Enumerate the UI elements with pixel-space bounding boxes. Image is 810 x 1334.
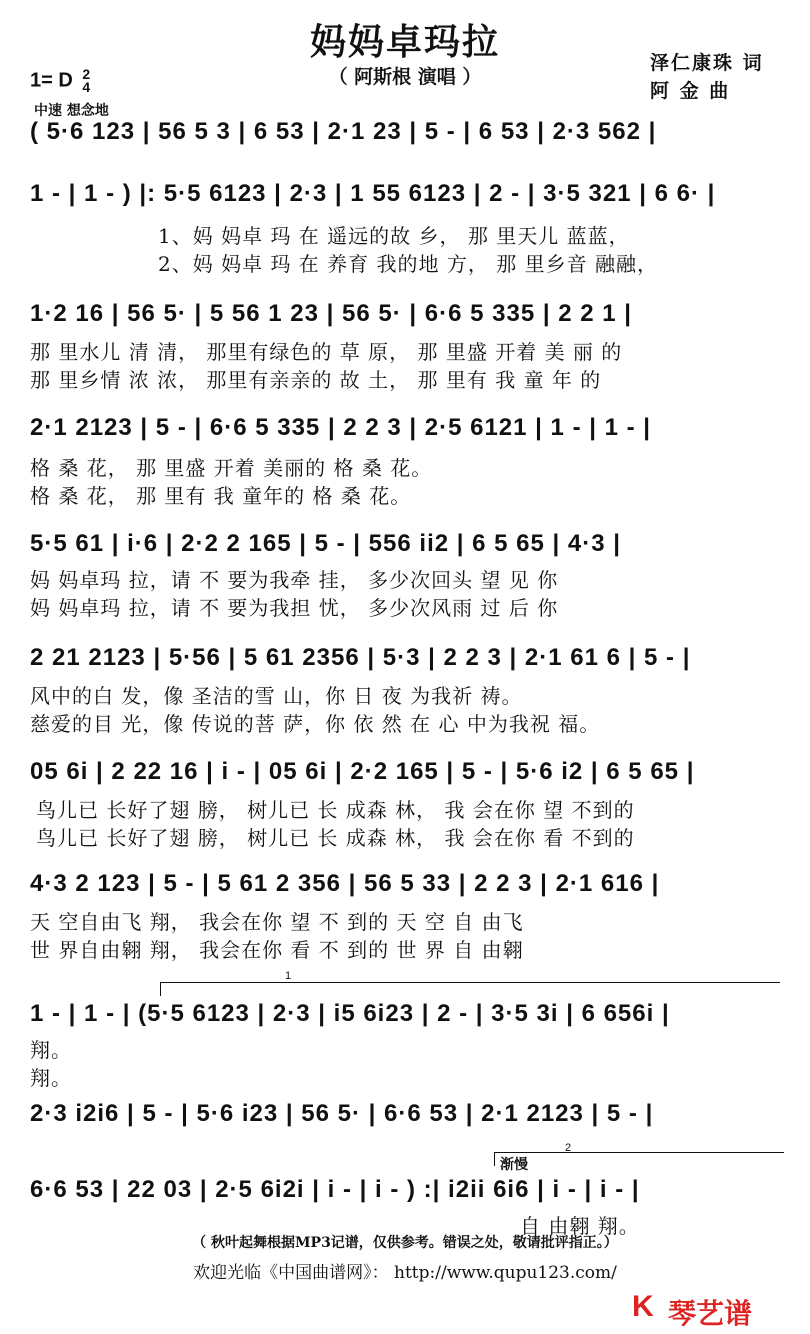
lyric-line-3-verse-2: 那 里乡情 浓 浓， 那里有亲亲的 故 土， 那 里有 我 童 年 的 [30,368,602,392]
page-title: 妈妈卓玛拉 [309,21,500,63]
site-credit: 欢迎光临《中国曲谱网》： http://www.qupu123.com/ [193,1263,617,1283]
notation-line-3: 1·2 16 | 56 5· | 5 56 1 23 | 56 5· | 6·6 5 335 | 2 2 1 | [30,300,632,327]
notation-line-10: 2·3 i2i6 | 5 - | 5·6 i23 | 56 5· | 6·6 53 | 2·1 2123 | 5 - | [30,1100,654,1127]
time-signature [82,68,90,94]
performer-subtitle: （ 阿斯根 演唱 ） [328,66,482,88]
lyric-line-8-verse-1: 天 空自由飞 翔， 我会在你 望 不 到的 天 空 自 由飞 [30,910,524,934]
composer-credit: 阿 金 曲 [650,80,731,102]
logo-icon: K [632,1290,654,1323]
lyric-line-9-verse-2: 翔。 [30,1066,72,1090]
notation-line-11: 6·6 53 | 22 03 | 2·5 6i2i | i - | i - ) :| i2ii 6i6 | i - | i - | [30,1176,640,1203]
notation-line-7: 05 6i | 2 22 16 | i - | 05 6i | 2·2 165 | 5 - | 5·6 i2 | 6 5 65 | [30,758,695,785]
lyric-line-3-verse-1: 那 里水儿 清 清， 那里有绿色的 草 原， 那 里盛 开着 美 丽 的 [30,340,623,364]
lyric-line-9-verse-1: 翔。 [30,1038,72,1062]
logo-text: 琴艺谱 [668,1298,753,1329]
lyric-line-4-verse-1: 格 桑 花， 那 里盛 开着 美丽的 格 桑 花。 [30,456,433,480]
tempo-change-marking: 渐慢 [500,1157,528,1173]
lyric-line-6-verse-1: 风中的白 发，像 圣洁的雪 山，你 日 夜 为我祈 祷。 [30,684,523,708]
notation-line-5: 5·5 61 | i·6 | 2·2 2 165 | 5 - | 556 ii2 | 6 5 65 | 4·3 | [30,530,621,557]
time-top: 2 [82,66,91,82]
volta-2-bracket [494,1152,784,1153]
lyric-line-2-verse-2: 2、妈 妈卓 玛 在 养育 我的地 方， 那 里乡音 融融， [158,252,658,276]
notation-line-2: 1 - | 1 - ) |: 5·5 6123 | 2·3 | 1 55 6123 | 2 - | 3·5 321 | 6 6· | [30,180,716,207]
tempo-marking: 中速 想念地 [34,103,109,119]
lyricist-credit: 泽仁康珠 词 [650,52,764,74]
volta-1-tick [160,982,161,996]
notation-line-8: 4·3 2 123 | 5 - | 5 61 2 356 | 56 5 33 | 2 2 3 | 2·1 616 | [30,870,660,897]
volta-2-tick [494,1152,495,1166]
notation-line-6: 2 21 2123 | 5·56 | 5 61 2356 | 5·3 | 2 2 3 | 2·1 61 6 | 5 - | [30,644,691,671]
lyric-line-4-verse-2: 格 桑 花， 那 里有 我 童年的 格 桑 花。 [30,484,412,508]
lyric-line-8-verse-2: 世 界自由翱 翔， 我会在你 看 不 到的 世 界 自 由翱 [30,938,524,962]
notation-line-1: ( 5·6 123 | 56 5 3 | 6 53 | 2·1 23 | 5 - | 6 53 | 2·3 562 | [30,118,657,145]
lyric-line-5-verse-1: 妈 妈卓玛 拉，请 不 要为我牵 挂， 多少次回头 望 见 你 [30,568,559,592]
key-signature [30,68,90,94]
lyric-line-7-verse-2: 鸟儿已 长好了翅 膀， 树儿已 长 成森 林， 我 会在你 看 不到的 [36,826,635,850]
key-label: 1= D [30,69,73,92]
volta-1-number: 1 [285,970,292,982]
lyric-line-7-verse-1: 鸟儿已 长好了翅 膀， 树儿已 长 成森 林， 我 会在你 望 不到的 [36,798,635,822]
lyric-line-5-verse-2: 妈 妈卓玛 拉，请 不 要为我担 忧， 多少次风雨 过 后 你 [30,596,559,620]
lyric-line-11-verse-1: 自 由翱 翔。 [520,1214,640,1238]
time-bottom: 4 [82,79,91,95]
volta-1-bracket [160,982,780,983]
lyric-line-6-verse-2: 慈爱的目 光，像 传说的菩 萨，你 依 然 在 心 中为我祝 福。 [30,712,601,736]
lyric-line-2-verse-1: 1、妈 妈卓 玛 在 遥远的故 乡， 那 里天儿 蓝蓝， [158,224,630,248]
transcription-note: （ 秋叶起舞根据MP3记谱，仅供参考。错误之处，敬请批评指正。） [192,1235,618,1251]
notation-line-4: 2·1 2123 | 5 - | 6·6 5 335 | 2 2 3 | 2·5 6121 | 1 - | 1 - | [30,414,651,441]
volta-2-number: 2 [565,1142,572,1154]
notation-line-9: 1 - | 1 - | (5·5 6123 | 2·3 | i5 6i23 | 2 - | 3·5 3i | 6 656i | [30,1000,670,1027]
